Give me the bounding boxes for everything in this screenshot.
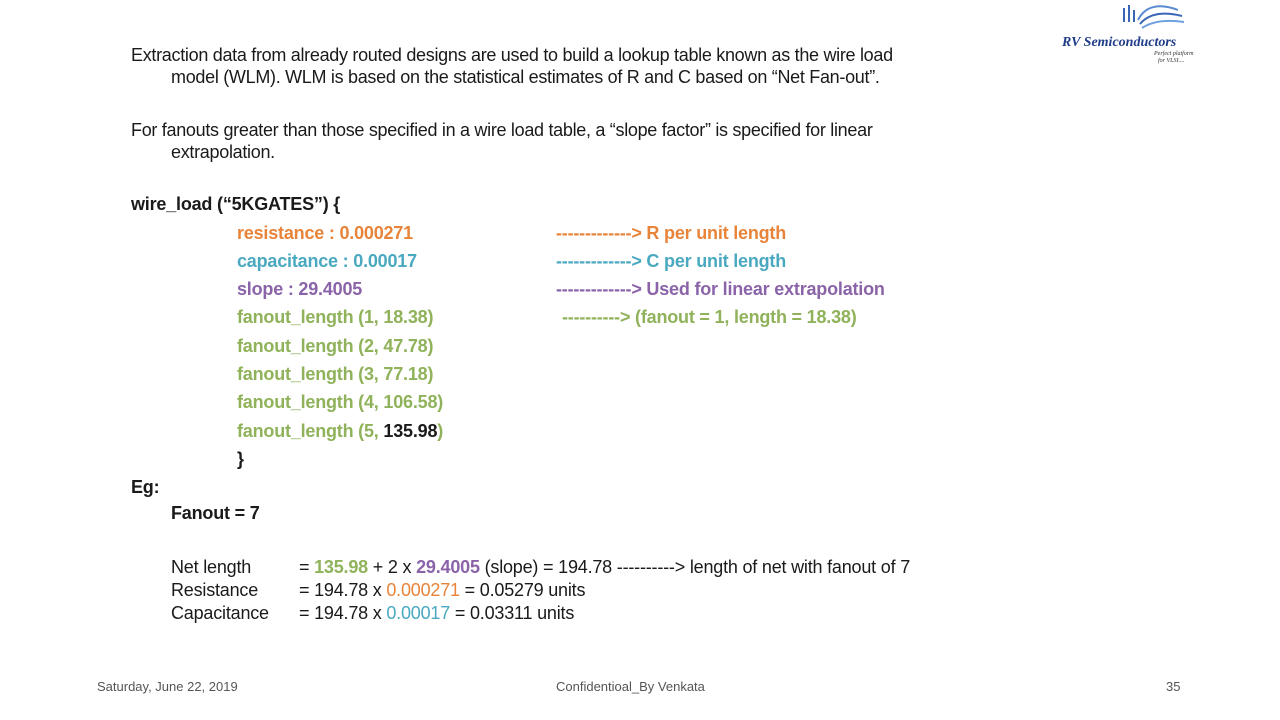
- logo-tagline-1: Perfect platform: [1154, 51, 1194, 57]
- capacitance-equation: [299, 603, 574, 624]
- net-length-value-2: 29.4005: [416, 557, 480, 577]
- fanout-length-5-value: 135.98: [383, 421, 438, 441]
- footer-page-number: 35: [1166, 679, 1181, 694]
- wire-load-header: wire_load (“5KGATES”) {: [131, 194, 341, 214]
- logo-mark-icon: [1058, 0, 1250, 64]
- fanout-length-4: fanout_length (4, 106.58): [237, 392, 444, 412]
- example-fanout: Fanout = 7: [171, 503, 260, 523]
- fanout-length-1: fanout_length (1, 18.38): [237, 307, 434, 327]
- logo-name: RV Semiconductors: [1062, 35, 1177, 50]
- paragraph-1-line-2: model (WLM). WLM is based on the statistical estimates of R and C based on “Net Fan-out”.: [171, 67, 880, 87]
- paragraph-1-line-1: Extraction data from already routed designs are used to build a lookup table known as the wire load: [131, 45, 893, 65]
- capacitance-line: capacitance : 0.00017: [237, 251, 417, 271]
- resistance-line: resistance : 0.000271: [237, 223, 413, 243]
- capacitance-value: 0.00017: [386, 603, 451, 623]
- resistance-label: Resistance: [171, 580, 259, 600]
- rv-semiconductors-logo: [1058, 0, 1250, 64]
- capacitance-eq: = 194.78 x: [299, 603, 387, 623]
- net-length-value-1: 135.98: [314, 557, 368, 577]
- resistance-equation: [299, 580, 585, 601]
- net-length-plus: + 2 x: [367, 557, 417, 577]
- slope-note: -------------> Used for linear extrapolation: [556, 279, 885, 299]
- paragraph-2-line-2: extrapolation.: [171, 142, 275, 162]
- capacitance-label: Capacitance: [171, 603, 269, 623]
- wire-load-closing-brace: }: [237, 449, 244, 469]
- footer-date: Saturday, June 22, 2019: [97, 679, 238, 694]
- logo-tagline-2: for VLSI....: [1158, 58, 1185, 64]
- example-label: Eg:: [131, 477, 160, 497]
- slope-line: slope : 29.4005: [237, 279, 363, 299]
- net-length-equation: [299, 557, 910, 578]
- capacitance-note: -------------> C per unit length: [556, 251, 787, 271]
- fanout-length-1-note: ----------> (fanout = 1, length = 18.38): [562, 307, 857, 327]
- fanout-length-5-prefix: fanout_length (5,: [237, 421, 384, 441]
- net-length-eq-sign: =: [299, 557, 310, 577]
- net-length-rest: (slope) = 194.78 ----------> length of net with fanout of 7: [479, 557, 911, 577]
- resistance-result: = 0.05279 units: [459, 580, 586, 600]
- net-length-label: Net length: [171, 557, 252, 577]
- resistance-note: -------------> R per unit length: [556, 223, 787, 243]
- capacitance-result: = 0.03311 units: [450, 603, 575, 623]
- fanout-length-3: fanout_length (3, 77.18): [237, 364, 434, 384]
- fanout-length-5: [237, 421, 443, 442]
- fanout-length-2: fanout_length (2, 47.78): [237, 336, 434, 356]
- resistance-value: 0.000271: [386, 580, 460, 600]
- fanout-length-5-suffix: ): [437, 421, 444, 441]
- footer-confidential: Confidentioal_By Venkata: [556, 679, 705, 694]
- resistance-eq: = 194.78 x: [299, 580, 387, 600]
- paragraph-2-line-1: For fanouts greater than those specified in a wire load table, a “slope factor” is specified for linear: [131, 120, 873, 140]
